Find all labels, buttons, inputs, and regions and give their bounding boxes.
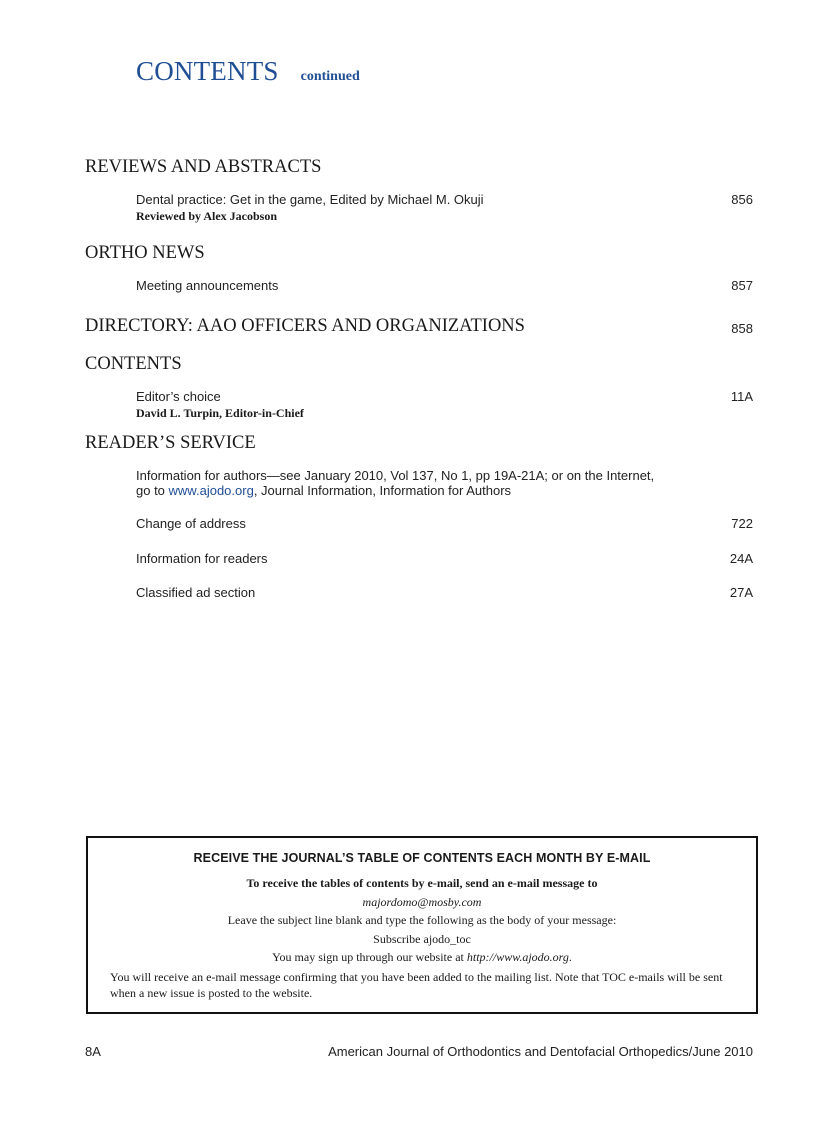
- entry-title: Change of address: [136, 516, 246, 531]
- page-number-change-of-address: 722: [731, 516, 753, 531]
- page-number-classified-ad-section: 27A: [729, 585, 753, 600]
- email-box-line2: Leave the subject line blank and type the following as the body of your message:: [227, 913, 617, 927]
- ajodo-link[interactable]: www.ajodo.org: [168, 483, 254, 498]
- entry-title: Editor’s choice: [136, 389, 221, 404]
- email-address[interactable]: majordomo@mosby.com: [362, 895, 482, 909]
- email-box-line1: To receive the tables of contents by e-mail, send an e-mail message to: [246, 876, 598, 890]
- page-number-directory: 858: [731, 321, 753, 336]
- page-number-information-for-readers: 24A: [729, 551, 753, 566]
- website-link[interactable]: http://www.ajodo.org: [466, 950, 569, 964]
- toc-entry-information-for-authors: [136, 468, 754, 498]
- entry-author: David L. Turpin, Editor-in-Chief: [136, 406, 304, 420]
- line3-text: You may sign up through our website at: [272, 950, 467, 964]
- section-title-ortho-news: ORTHO NEWS: [85, 243, 205, 263]
- email-subscription-box: [86, 836, 758, 1014]
- footer-journal-title: American Journal of Orthodontics and Dentofacial Orthopedics/June 2010: [328, 1044, 753, 1059]
- line3-text: .: [568, 950, 572, 964]
- entry-title: Meeting announcements: [136, 278, 279, 293]
- email-box-line3: [88, 950, 756, 965]
- footer-page-number: 8A: [85, 1044, 101, 1059]
- email-box-note: You will receive an e-mail message confirming that you have been added to the mailing list. Note that TOC e-mails will be sent when a new issue is posted to the website.: [110, 970, 723, 1000]
- entry-title: Information for readers: [136, 551, 268, 566]
- toc-entry-classified-ad-section[interactable]: [136, 585, 754, 600]
- section-title-readers-service: READER’S SERVICE: [85, 433, 256, 453]
- subscribe-command: Subscribe ajodo_toc: [373, 932, 471, 946]
- entry-reviewer: Reviewed by Alex Jacobson: [136, 209, 277, 223]
- entry-title: Classified ad section: [136, 585, 256, 600]
- entry-title: Dental practice: Get in the game, Edited by Michael M. Okuji: [136, 192, 484, 207]
- page-number-reviews: 856: [731, 192, 753, 207]
- info-text: go to: [136, 483, 169, 498]
- toc-entry-meeting-announcements[interactable]: [136, 278, 754, 293]
- continued-label: continued: [300, 69, 360, 84]
- page-number-ortho-news: 857: [731, 278, 753, 293]
- toc-entry-dental-practice[interactable]: [136, 192, 754, 224]
- page-title: CONTENTS: [136, 56, 279, 86]
- info-text: , Journal Information, Information for Authors: [253, 483, 512, 498]
- page-number-editors-choice: 11A: [730, 389, 753, 404]
- section-title-contents: CONTENTS: [85, 354, 182, 374]
- section-title-reviews: REVIEWS AND ABSTRACTS: [85, 157, 322, 177]
- section-title-directory[interactable]: DIRECTORY: AAO OFFICERS AND ORGANIZATIONS: [85, 316, 525, 336]
- toc-entry-change-of-address[interactable]: [136, 516, 754, 531]
- toc-entry-editors-choice[interactable]: [136, 389, 754, 421]
- toc-entry-information-for-readers[interactable]: [136, 551, 754, 566]
- entry-info-line1: Information for authors—see January 2010, Vol 137, No 1, pp 19A-21A; or on the Internet,: [136, 468, 655, 483]
- page-header: [136, 56, 360, 87]
- email-box-heading: RECEIVE THE JOURNAL’S TABLE OF CONTENTS EACH MONTH BY E-MAIL: [193, 851, 651, 865]
- entry-info-line2: [136, 483, 754, 498]
